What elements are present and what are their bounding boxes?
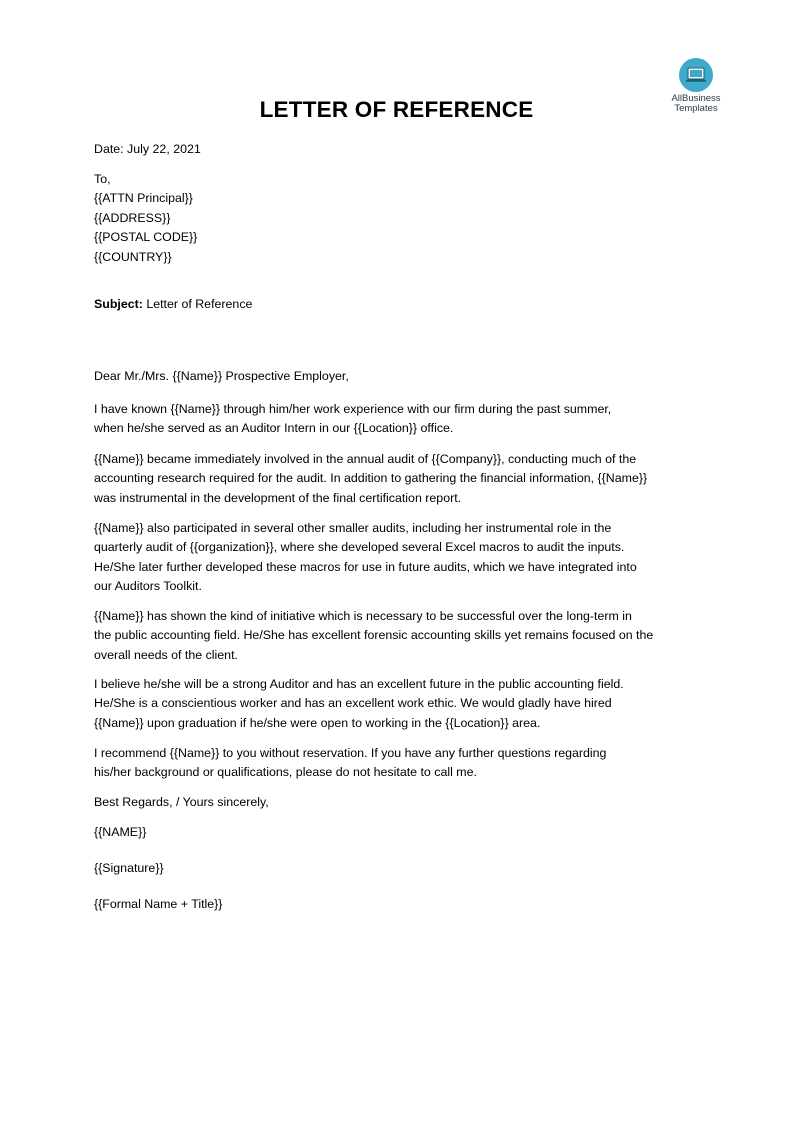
- paragraph-line: {{Name}} also participated in several other smaller audits, including her instrumental role in the: [94, 521, 612, 535]
- paragraph-2: [94, 450, 714, 508]
- paragraph-line: was instrumental in the development of the final certification report.: [94, 490, 462, 505]
- salutation: Dear Mr./Mrs. {{Name}} Prospective Employer,: [94, 369, 349, 383]
- paragraph-line: accounting research required for the audit. In addition to gathering the financial information, {{Name}}: [94, 471, 648, 486]
- address-line: {{COUNTRY}}: [94, 249, 172, 264]
- paragraph-4: [94, 607, 714, 665]
- address-line: {{POSTAL CODE}}: [94, 230, 198, 245]
- paragraph-line: our Auditors Toolkit.: [94, 579, 202, 594]
- paragraph-5: [94, 675, 714, 733]
- paragraph-line: overall needs of the client.: [94, 647, 238, 662]
- signature-name: {{NAME}}: [94, 825, 147, 839]
- paragraph-line: his/her background or qualifications, please do not hesitate to call me.: [94, 765, 477, 780]
- paragraph-line: {{Name}} has shown the kind of initiative which is necessary to be successful over the long-term in: [94, 609, 632, 623]
- paragraph-6: [94, 744, 714, 783]
- paragraph-line: quarterly audit of {{organization}}, where she developed several Excel macros to audit the inputs.: [94, 540, 625, 555]
- paragraph-3: [94, 519, 714, 597]
- subject-value: Letter of Reference: [142, 297, 253, 311]
- paragraph-line: when he/she served as an Auditor Intern in our {{Location}} office.: [94, 421, 454, 436]
- logo-text-line1: AllBusiness: [671, 93, 721, 104]
- address-line: {{ADDRESS}}: [94, 210, 171, 225]
- subject-line: [94, 295, 714, 314]
- address-line: {{ATTN Principal}}: [94, 191, 193, 206]
- address-line: To,: [94, 172, 111, 186]
- laptop-icon: [679, 58, 713, 92]
- logo-text-line2: Templates: [674, 103, 718, 114]
- recipient-address: [94, 170, 714, 267]
- letter-date: Date: July 22, 2021: [94, 142, 201, 156]
- paragraph-line: I believe he/she will be a strong Auditor and has an excellent future in the public accounting field.: [94, 677, 624, 691]
- paragraph-line: {{Name}} became immediately involved in the annual audit of {{Company}}, conducting much of the: [94, 452, 637, 466]
- paragraph-line: I recommend {{Name}} to you without reservation. If you have any further questions regarding: [94, 746, 607, 760]
- page-title: LETTER OF REFERENCE: [259, 97, 534, 122]
- closing: Best Regards, / Yours sincerely,: [94, 795, 269, 809]
- subject-label: Subject:: [94, 297, 143, 311]
- paragraph-line: He/She later further developed these macros for use in future audits, which we have integrated into: [94, 559, 637, 574]
- paragraph-line: {{Name}} upon graduation if he/she were open to working in the {{Location}} area.: [94, 715, 541, 730]
- formal-name-title: {{Formal Name + Title}}: [94, 897, 223, 911]
- signature: {{Signature}}: [94, 861, 164, 875]
- paragraph-line: the public accounting field. He/She has excellent forensic accounting skills yet remains focused on the: [94, 628, 654, 643]
- paragraph-line: He/She is a conscientious worker and has an excellent work ethic. We would gladly have hired: [94, 696, 612, 711]
- paragraph-1: [94, 400, 714, 439]
- paragraph-line: I have known {{Name}} through him/her work experience with our firm during the past summer,: [94, 402, 612, 416]
